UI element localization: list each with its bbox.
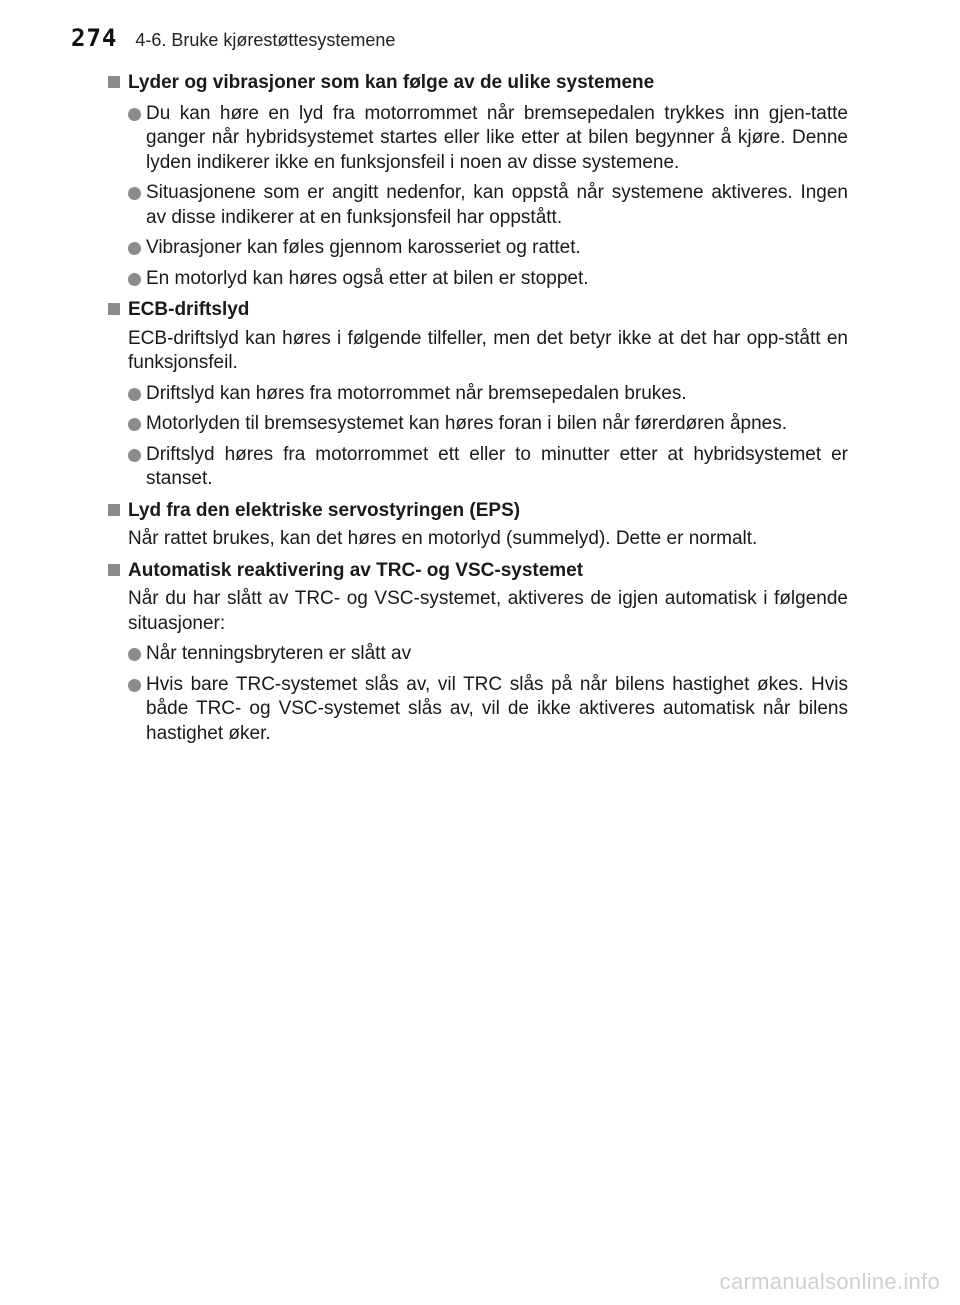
bullet-list [110,382,848,492]
section-ecb [110,298,848,492]
section-heading [108,298,848,323]
section-sounds-vibrations [110,71,848,291]
list-item: Driftslyd høres fra motorrommet ett eller to minutter etter at hybridsystemet er stanset. [128,443,848,492]
section-heading [108,559,848,584]
list-item: Du kan høre en lyd fra motorrommet når bremsepedalen trykkes inn gjen-tatte ganger når hybridsystemet startes eller like etter at bilen begynner å kjøre. Denne lyden indikerer ikke en funksjonsfeil i noen av disse systemene. [128,102,848,176]
round-bullet-icon [128,242,141,255]
square-bullet-icon [108,303,120,315]
list-item: Hvis bare TRC-systemet slås av, vil TRC slås på når bilens hastighet økes. Hvis både TRC- og VSC-systemet slås av, vil de ikke aktiveres automatisk når bilens hastighet øker. [128,673,848,747]
square-bullet-icon [108,504,120,516]
round-bullet-icon [128,187,141,200]
list-item: Motorlyden til bremsesystemet kan høres foran i bilen når førerdøren åpnes. [128,412,848,437]
list-item: En motorlyd kan høres også etter at bilen er stoppet. [128,267,848,292]
list-item: Når tenningsbryteren er slått av [128,642,848,667]
round-bullet-icon [128,418,141,431]
section-body: Når rattet brukes, kan det høres en motorlyd (summelyd). Dette er normalt. [128,528,758,549]
list-item: Driftslyd kan høres fra motorrommet når bremsepedalen brukes. [128,382,848,407]
bullet-list [110,102,848,292]
section-heading-text: Lyd fra den elektriske servostyringen (EPS) [128,499,521,521]
round-bullet-icon [128,679,141,692]
section-heading-text: Automatisk reaktivering av TRC- og VSC-systemet [128,559,584,581]
round-bullet-icon [128,648,141,661]
section-heading-text: ECB-driftslyd [128,299,250,320]
round-bullet-icon [128,273,141,286]
section-heading-text: Lyder og vibrasjoner som kan følge av de ulike systemene [128,72,655,93]
section-trc-vsc [110,559,848,747]
section-eps [110,499,848,552]
page-header [71,24,395,54]
list-item: Vibrasjoner kan føles gjennom karosseriet og rattet. [128,236,848,261]
square-bullet-icon [108,564,120,576]
round-bullet-icon [128,108,141,121]
bullet-list [110,642,848,746]
watermark-text: carmanualsonline.info [719,1269,940,1294]
list-item: Situasjonene som er angitt nedenfor, kan oppstå når systemene aktiveres. Ingen av disse indikerer at en funksjonsfeil har oppstått. [128,181,848,230]
round-bullet-icon [128,449,141,462]
page-number: 274 [71,24,118,52]
section-heading [108,71,848,96]
section-body: Når du har slått av TRC- og VSC-systemet, aktiveres de igjen automatisk i følgende situasjoner: [128,588,848,634]
section-heading [108,499,848,524]
square-bullet-icon [108,76,120,88]
page-content [110,71,848,753]
chapter-title: 4-6. Bruke kjørestøttesystemene [135,30,396,50]
section-body: ECB-driftslyd kan høres i følgende tilfeller, men det betyr ikke at det har opp-stått en funksjonsfeil. [128,327,848,373]
round-bullet-icon [128,388,141,401]
